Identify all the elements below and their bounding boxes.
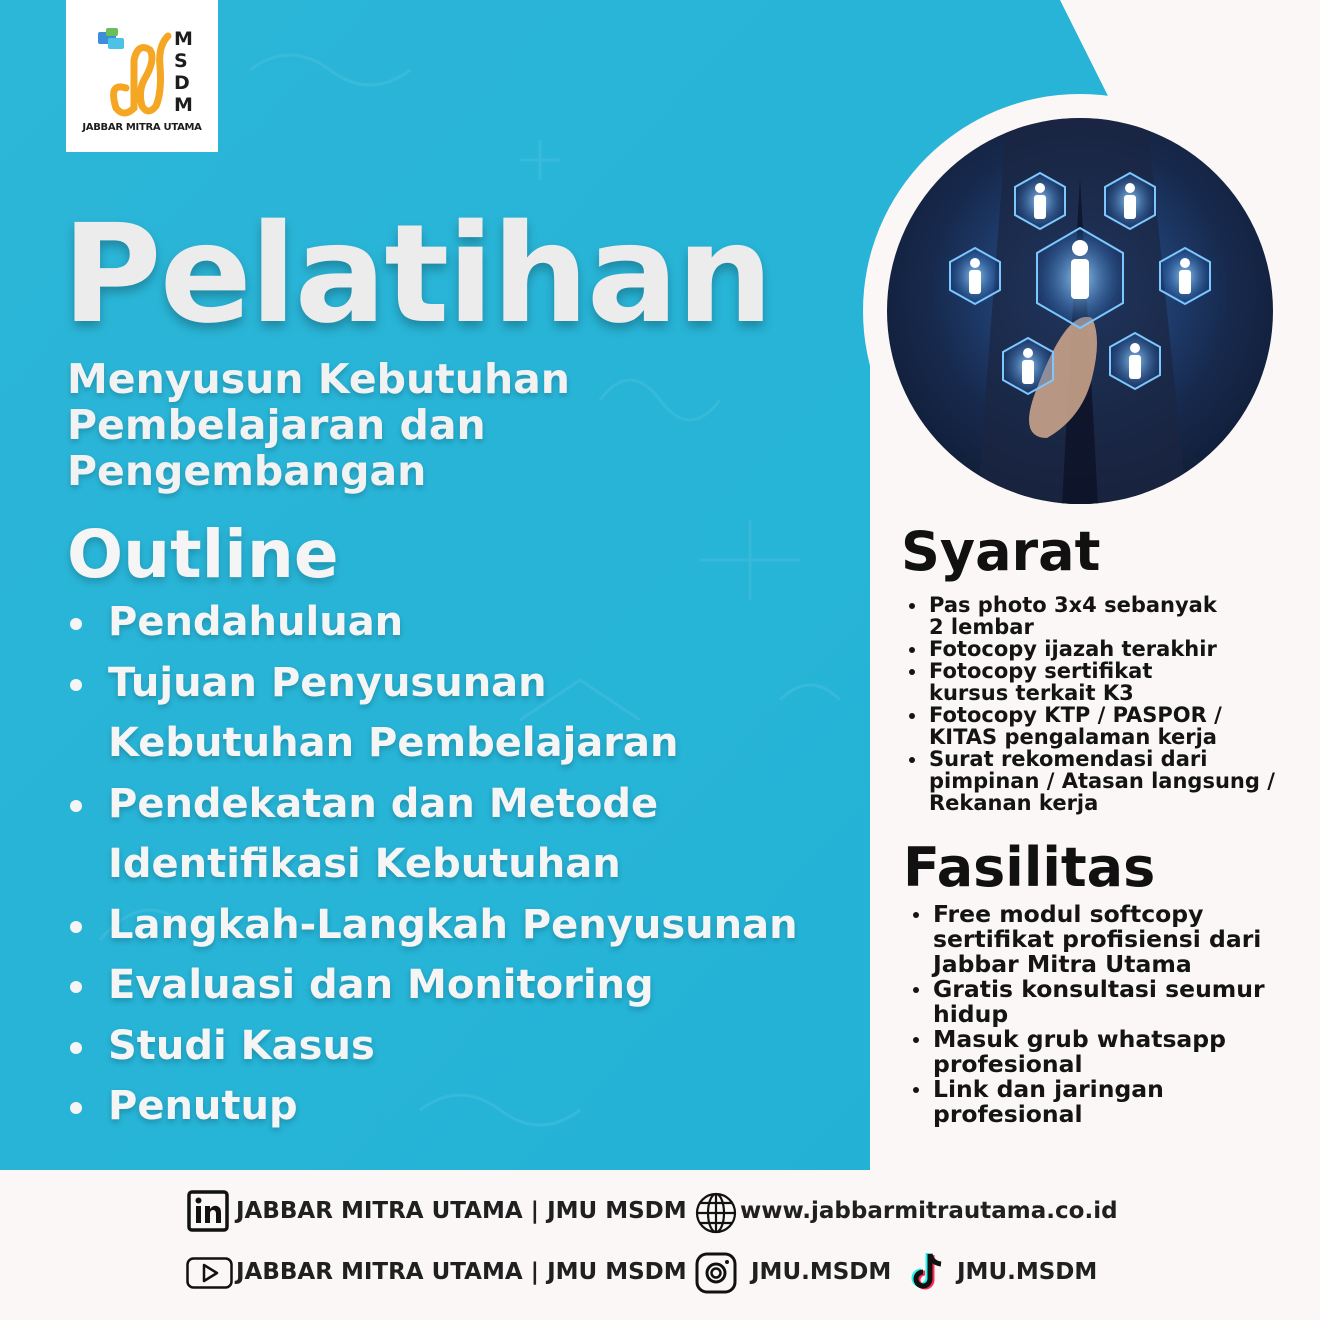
outline-item: Tujuan Penyusunan Kebutuhan Pembelajaran [66, 653, 708, 774]
outline-item: Pendahuluan [66, 592, 856, 653]
outline-item: Evaluasi dan Monitoring [66, 955, 856, 1016]
fasilitas-list [909, 902, 1289, 1127]
logo [66, 0, 218, 152]
logo-caption: JABBAR MITRA UTAMA [82, 122, 202, 133]
syarat-item: Fotocopy ijazah terakhir [905, 638, 1305, 660]
fasilitas-item: Gratis konsultasi seumur hidup [909, 977, 1273, 1027]
page-subtitle [67, 356, 687, 494]
syarat-list [905, 594, 1305, 814]
outline-item: Pendekatan dan Metode Identifikasi Kebutuhan [66, 774, 708, 895]
subtitle-line: Menyusun Kebutuhan [67, 355, 570, 403]
fasilitas-item: Link dan jaringan profesional [909, 1077, 1183, 1127]
syarat-heading: Syarat [901, 520, 1101, 583]
logo-letter: M [174, 28, 193, 50]
instagram-link[interactable]: JMU.MSDM [751, 1259, 892, 1285]
website-link[interactable]: www.jabbarmitrautama.co.id [740, 1198, 1118, 1224]
outline-item: Studi Kasus [66, 1016, 856, 1077]
tiktok-link[interactable]: JMU.MSDM [957, 1259, 1098, 1285]
logo-letter: D [174, 72, 190, 94]
fasilitas-item: Free modul softcopy sertifikat profisiensi dari Jabbar Mitra Utama [909, 902, 1263, 977]
logo-letters [174, 28, 193, 116]
page-title: Pelatihan [62, 196, 772, 354]
syarat-item: Surat rekomendasi dari pimpinan / Atasan langsung / Rekanan kerja [905, 748, 1279, 814]
instagram-icon[interactable] [695, 1252, 737, 1294]
syarat-item: Pas photo 3x4 sebanyak 2 lembar [905, 594, 1229, 638]
youtube-icon[interactable] [186, 1257, 233, 1289]
outline-item: Penutup [66, 1076, 856, 1137]
subtitle-line: Pengembangan [67, 447, 427, 495]
linkedin-icon[interactable] [187, 1190, 229, 1232]
outline-item: Langkah-Langkah Penyusunan [66, 895, 856, 956]
tiktok-icon[interactable] [910, 1250, 950, 1294]
business-network-photo [887, 118, 1273, 504]
fasilitas-heading: Fasilitas [903, 836, 1156, 899]
youtube-link[interactable]: JABBAR MITRA UTAMA | JMU MSDM [236, 1259, 687, 1285]
fasilitas-item: Masuk grub whatsapp profesional [909, 1027, 1233, 1077]
subtitle-line: Pembelajaran dan [67, 401, 486, 449]
linkedin-link[interactable]: JABBAR MITRA UTAMA | JMU MSDM [236, 1198, 687, 1224]
globe-icon[interactable] [694, 1191, 738, 1235]
logo-mark-icon [96, 18, 186, 118]
logo-letter: M [174, 94, 193, 116]
outline-heading: Outline [67, 516, 339, 593]
syarat-item: Fotocopy sertifikat kursus terkait K3 [905, 660, 1229, 704]
syarat-item: Fotocopy KTP / PASPOR / KITAS pengalaman kerja [905, 704, 1229, 748]
outline-list [66, 592, 856, 1137]
logo-letter: S [174, 50, 188, 72]
